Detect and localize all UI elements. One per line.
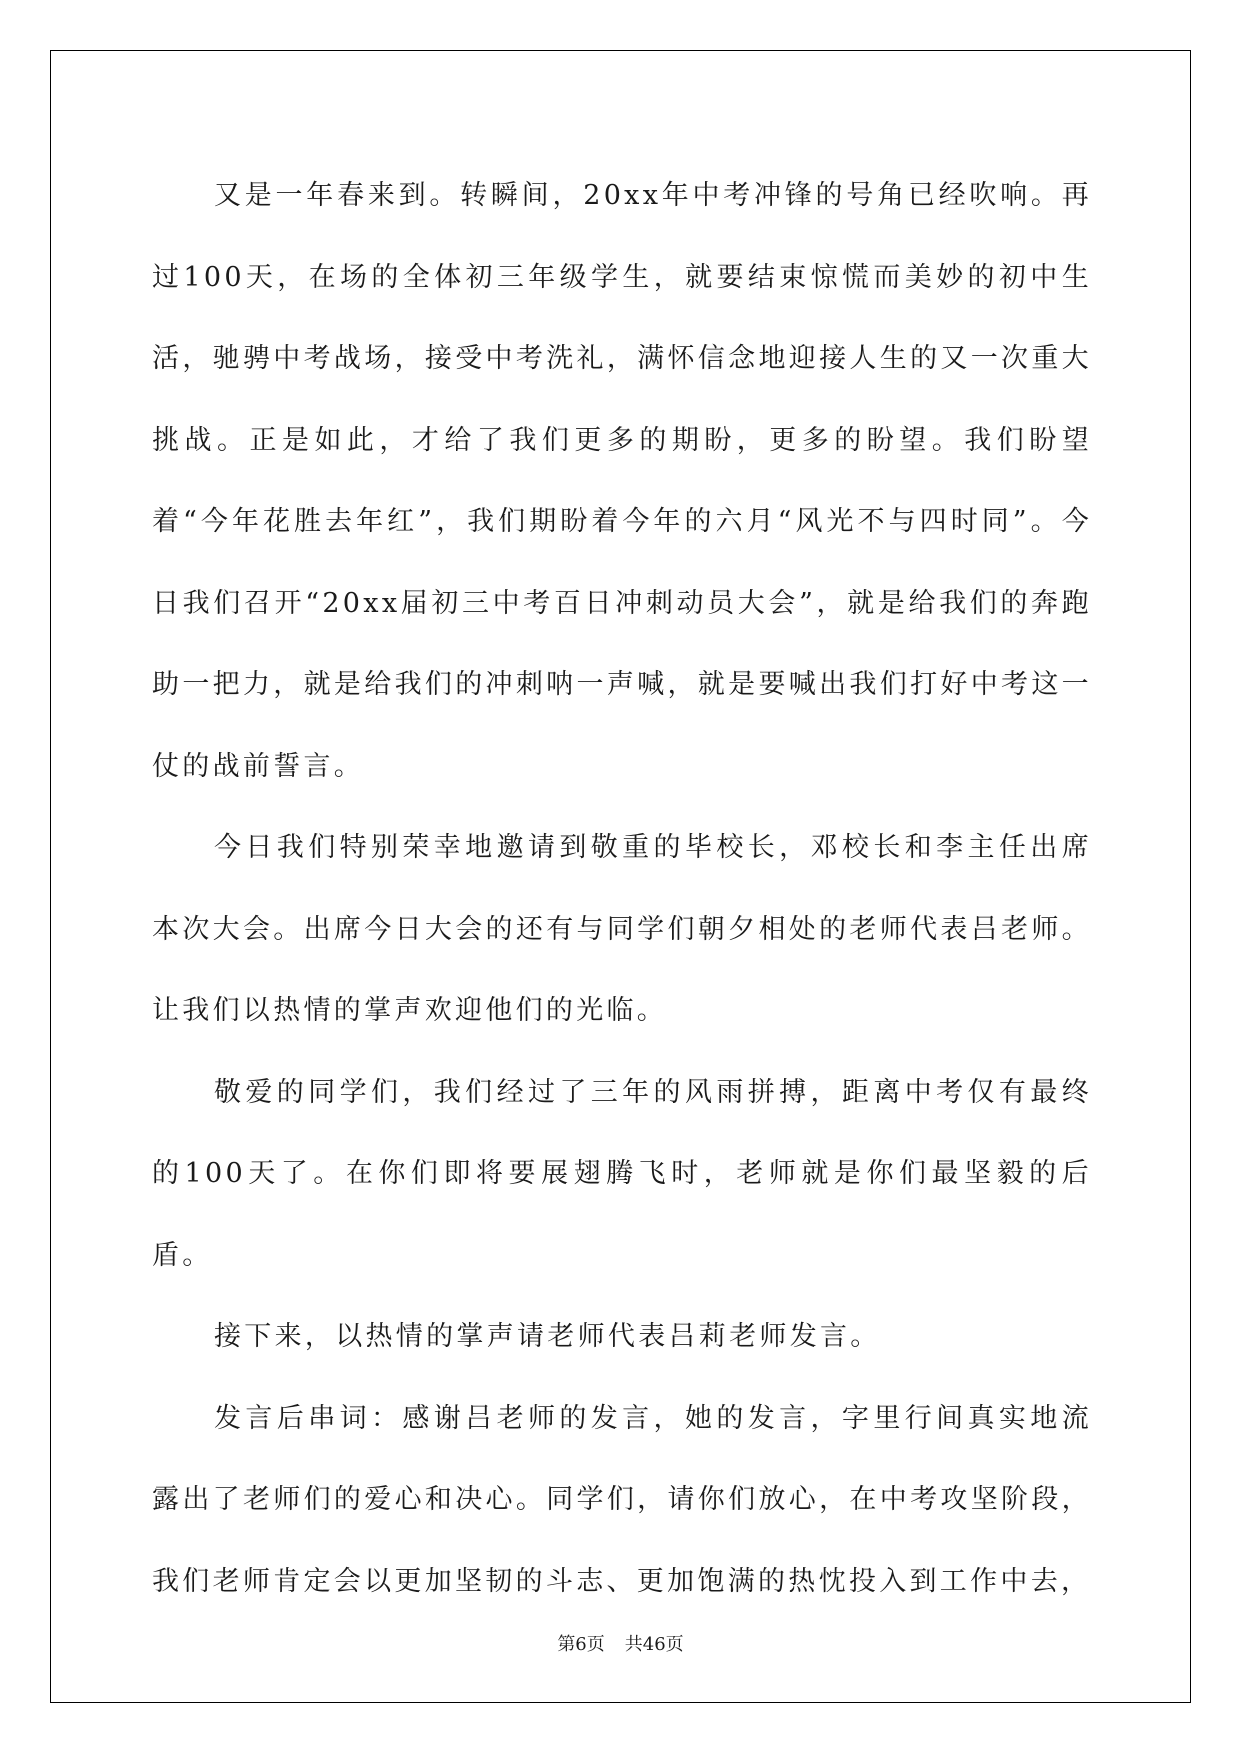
paragraph-2: 今日我们特别荣幸地邀请到敬重的毕校长，邓校长和李主任出席本次大会。出席今日大会的还有与同学们朝夕相处的老师代表吕老师。让我们以热情的掌声欢迎他们的光临。	[152, 832, 1092, 1026]
document-body	[152, 155, 1092, 1622]
paragraph-3: 敬爱的同学们，我们经过了三年的风雨拼搏，距离中考仅有最终的100天了。在你们即将要展翅腾飞时，老师就是你们最坚毅的后盾。	[152, 1076, 1092, 1271]
page-total: 共46页	[624, 1634, 684, 1655]
paragraph-1: 又是一年春来到。转瞬间，20xx年中考冲锋的号角已经吹响。再过100天，在场的全体初三年级学生，就要结束惊慌而美妙的初中生活，驰骋中考战场，接受中考洗礼，满怀信念地迎接人生的又一次重大挑战。正是如此，才给了我们更多的期盼，更多的盼望。我们盼望着“今年花胜去年红”，我们期盼着今年的六月“风光不与四时同”。今日我们召开“20xx届初三中考百日冲刺动员大会”，就是给我们的奔跑助一把力，就是给我们的冲刺呐一声喊，就是要喊出我们打好中考这一仗的战前誓言。	[152, 180, 1092, 782]
paragraph-5: 发言后串词：感谢吕老师的发言，她的发言，字里行间真实地流露出了老师们的爱心和决心。同学们，请你们放心，在中考攻坚阶段，我们老师肯定会以更加坚韧的斗志、更加饱满的热忱投入到工作中去，	[152, 1402, 1092, 1597]
page-footer	[0, 1630, 1241, 1656]
page-number: 第6页	[557, 1634, 605, 1655]
paragraph-4: 接下来，以热情的掌声请老师代表吕莉老师发言。	[214, 1321, 881, 1352]
